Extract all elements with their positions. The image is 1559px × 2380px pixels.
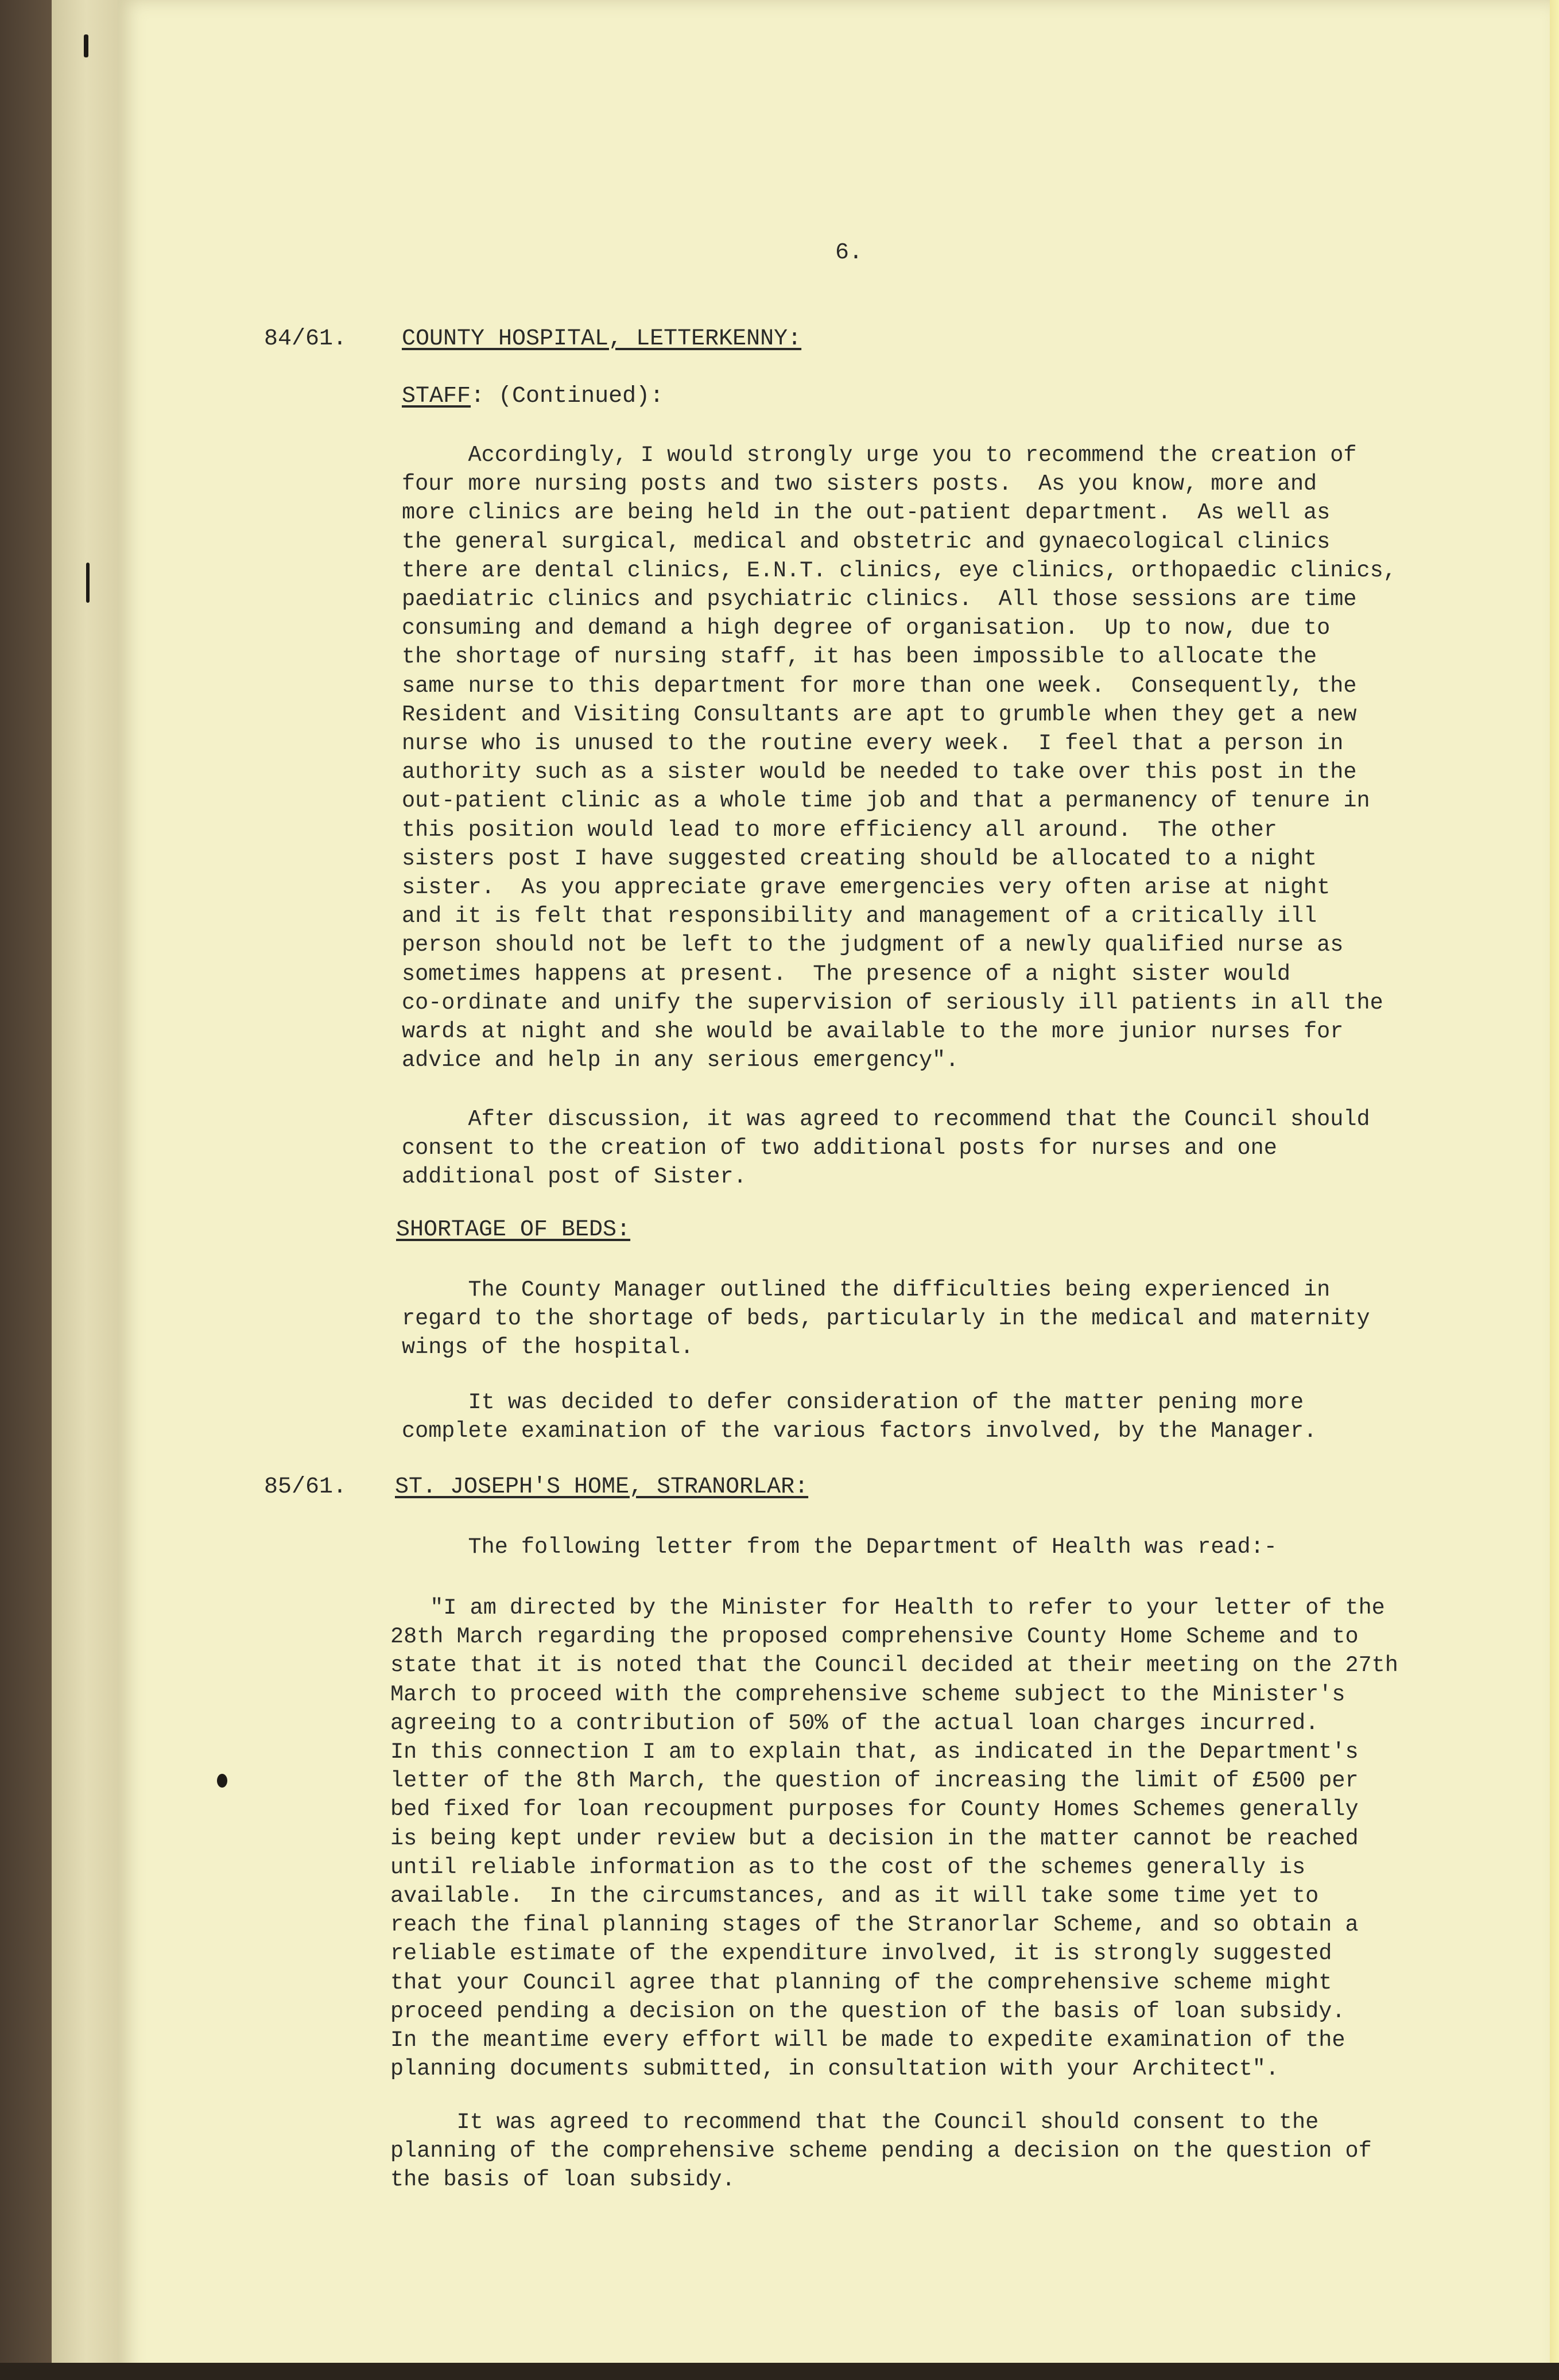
text-line: more clinics are being held in the out-patient department. As well as — [402, 500, 1331, 526]
staff-decision-paragraph — [402, 1105, 1492, 1192]
text-line: proceed pending a decision on the question of the basis of loan subsidy. — [390, 1998, 1345, 2024]
text-line: until reliable information as to the cost of the schemes generally is — [390, 1854, 1306, 1880]
text-line: person should not be left to the judgment of a newly qualified nurse as — [402, 932, 1344, 958]
text-line: same nurse to this department for more than one week. Consequently, the — [402, 673, 1357, 699]
text-line: there are dental clinics, E.N.T. clinics, eye clinics, orthopaedic clinics, — [402, 557, 1397, 583]
item-number-85: 85/61. — [264, 1474, 347, 1500]
text-line: the shortage of nursing staff, it has been impossible to allocate the — [402, 644, 1317, 670]
staff-letter-body — [402, 441, 1492, 1075]
text-line: agreeing to a contribution of 50% of the actual loan charges incurred. — [390, 1710, 1319, 1736]
text-line: available. In the circumstances, and as it will take some time yet to — [390, 1883, 1319, 1909]
text-line: out-patient clinic as a whole time job and that a permanency of tenure in — [402, 788, 1370, 814]
text-line: Accordingly, I would strongly urge you to recommend the creation of — [402, 443, 1357, 468]
binding-mark — [86, 563, 90, 603]
text-line: March to proceed with the comprehensive scheme subject to the Minister's — [390, 1681, 1345, 1707]
text-line: reach the final planning stages of the Stranorlar Scheme, and so obtain a — [390, 1912, 1359, 1938]
text-line: the basis of loan subsidy. — [390, 2167, 735, 2193]
text-line: the general surgical, medical and obstetric and gynaecological clinics — [402, 529, 1331, 555]
text-line: The County Manager outlined the difficulties being experienced in — [402, 1277, 1331, 1303]
text-line: additional post of Sister. — [402, 1164, 747, 1190]
ink-speck — [217, 1774, 227, 1788]
text-line: letter of the 8th March, the question of increasing the limit of £500 per — [390, 1768, 1359, 1794]
text-line: four more nursing posts and two sisters posts. As you know, more and — [402, 471, 1317, 497]
beds-decision-paragraph — [402, 1388, 1492, 1445]
text-line: regard to the shortage of beds, particularly in the medical and maternity — [402, 1306, 1370, 1332]
beds-paragraph — [402, 1276, 1492, 1362]
text-line: wings of the hospital. — [402, 1335, 694, 1360]
text-line: is being kept under review but a decision in the matter cannot be reached — [390, 1825, 1359, 1851]
binding-mark — [84, 34, 88, 57]
text-line: sisters post I have suggested creating should be allocated to a night — [402, 846, 1317, 871]
text-line: sister. As you appreciate grave emergencies very often arise at night — [402, 875, 1331, 901]
section-title-shortage-of-beds: SHORTAGE OF BEDS: — [396, 1217, 631, 1243]
text-line: In this connection I am to explain that, as indicated in the Department's — [390, 1739, 1359, 1765]
staff-suffix: : (Continued): — [471, 383, 664, 409]
staff-label: STAFF — [402, 383, 471, 409]
st-josephs-intro — [402, 1533, 1492, 1561]
section-title-county-hospital: COUNTY HOSPITAL, LETTERKENNY: — [402, 326, 802, 352]
text-line: It was agreed to recommend that the Council should consent to the — [390, 2110, 1319, 2135]
text-line: sometimes happens at present. The presence of a night sister would — [402, 961, 1290, 987]
text-line: and it is felt that responsibility and management of a critically ill — [402, 904, 1317, 929]
text-line: nurse who is unused to the routine every week. I feel that a person in — [402, 731, 1344, 757]
text-line: consuming and demand a high degree of organisation. Up to now, due to — [402, 615, 1331, 641]
text-line: that your Council agree that planning of the comprehensive scheme might — [390, 1970, 1332, 1995]
text-line: After discussion, it was agreed to recommend that the Council should — [402, 1107, 1370, 1132]
text-line: bed fixed for loan recoupment purposes for County Homes Schemes generally — [390, 1797, 1359, 1823]
text-line: "I am directed by the Minister for Health to refer to your letter of the — [390, 1595, 1385, 1621]
page-number: 6. — [835, 240, 863, 266]
text-line: authority such as a sister would be needed to take over this post in the — [402, 759, 1357, 785]
text-line: planning of the comprehensive scheme pending a decision on the question of — [390, 2138, 1372, 2164]
scan-background-bottom — [0, 2363, 1559, 2380]
text-line: reliable estimate of the expenditure involved, it is strongly suggested — [390, 1941, 1332, 1967]
department-letter-body — [390, 1594, 1498, 2083]
text-line: It was decided to defer consideration of the matter pening more — [402, 1390, 1304, 1415]
text-line: complete examination of the various factors involved, by the Manager. — [402, 1418, 1317, 1444]
text-line: this position would lead to more efficiency all around. The other — [402, 817, 1277, 843]
text-line: The following letter from the Department of Health was read:- — [402, 1534, 1277, 1560]
text-line: consent to the creation of two additional posts for nurses and one — [402, 1135, 1277, 1161]
item-number-84: 84/61. — [264, 326, 347, 352]
text-line: 28th March regarding the proposed comprehensive County Home Scheme and to — [390, 1624, 1359, 1650]
text-line: state that it is noted that the Council decided at their meeting on the 27th — [390, 1653, 1398, 1679]
binding-strip — [52, 0, 121, 2380]
text-line: paediatric clinics and psychiatric clinics. All those sessions are time — [402, 587, 1357, 613]
text-line: co-ordinate and unify the supervision of seriously ill patients in all the — [402, 990, 1383, 1015]
text-line: planning documents submitted, in consultation with your Architect". — [390, 2056, 1279, 2082]
text-line: Resident and Visiting Consultants are apt to grumble when they get a new — [402, 701, 1357, 727]
page-right-edge — [1550, 0, 1559, 2380]
text-line: In the meantime every effort will be made to expedite examination of the — [390, 2028, 1345, 2053]
text-line: advice and help in any serious emergency". — [402, 1048, 959, 1073]
staff-subheading — [402, 383, 664, 409]
section-title-st-josephs-home: ST. JOSEPH'S HOME, STRANORLAR: — [395, 1474, 809, 1500]
st-josephs-decision-paragraph — [390, 2108, 1498, 2195]
text-line: wards at night and she would be available to the more junior nurses for — [402, 1019, 1344, 1045]
